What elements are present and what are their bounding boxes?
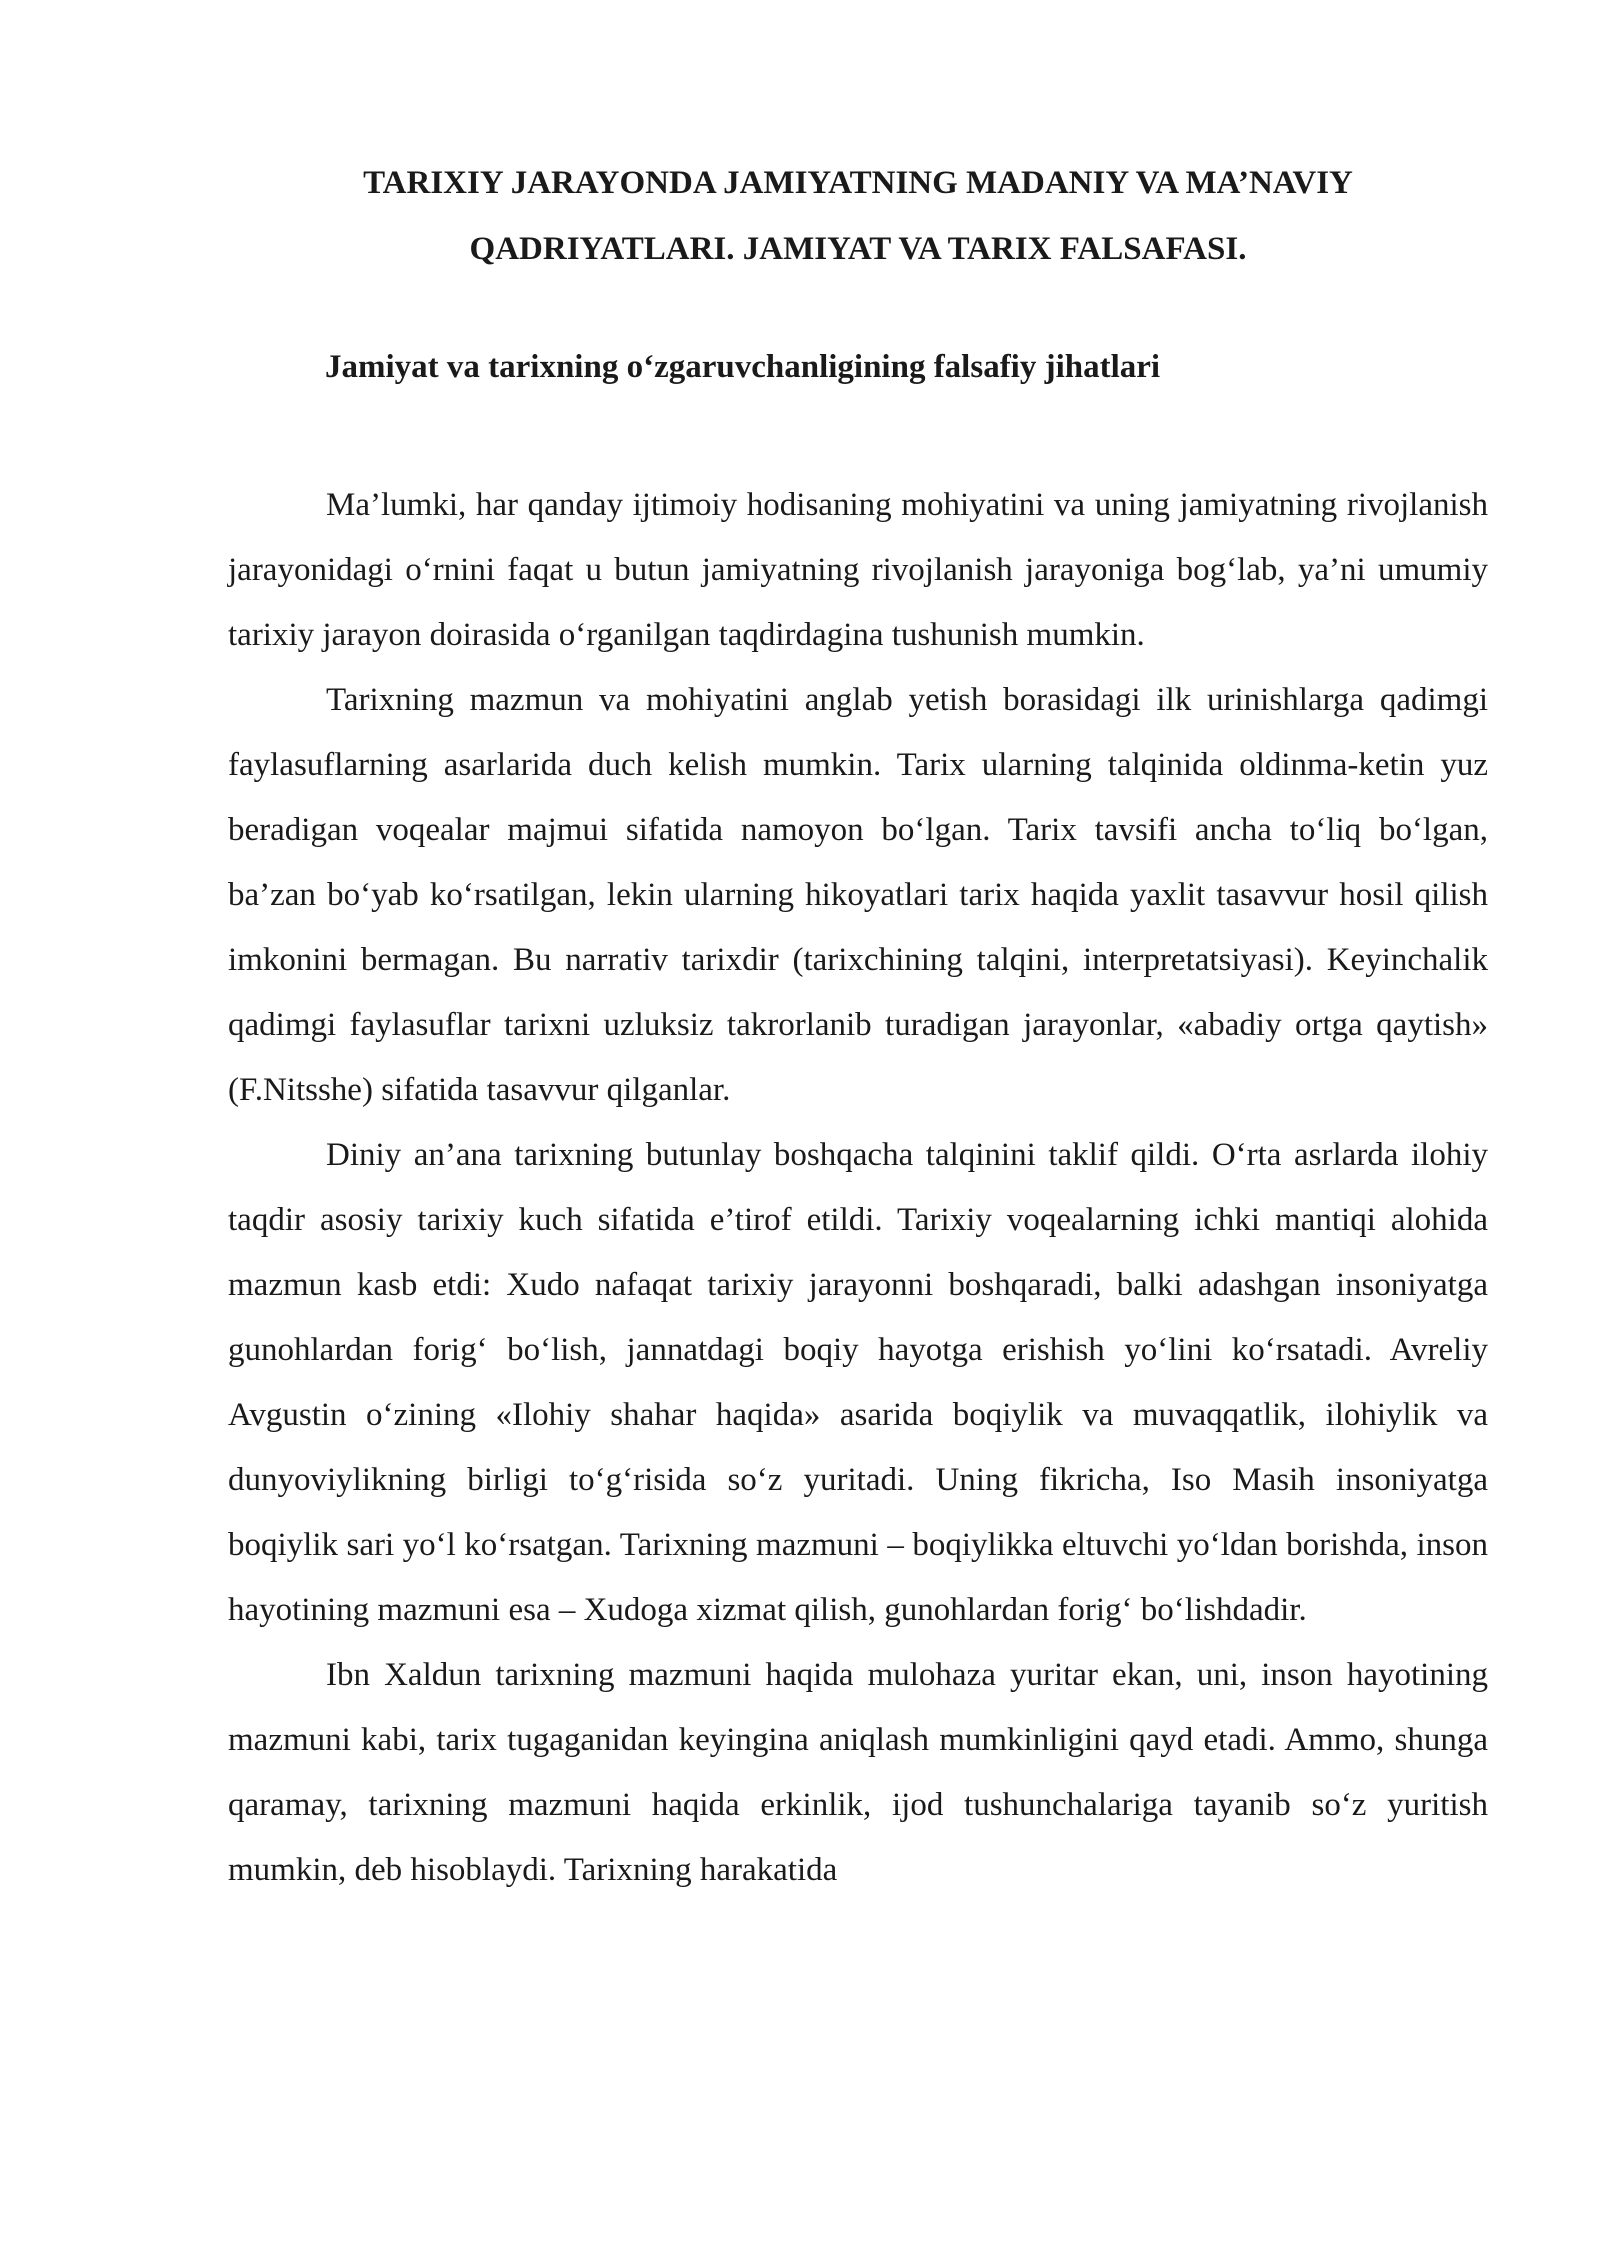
paragraph: Ma’lumki, har qanday ijtimoiy hodisaning mohiyatini va uning jamiyatning rivojlanish jarayonidagi o‘rnini faqat u butun jamiyatning rivojlanish jarayoniga bog‘lab, ya’ni umumiy tarixiy jarayon doirasida o‘rganilgan taqdirdagina tushunish mumkin. <box>228 487 1488 653</box>
paragraph: Ibn Xaldun tarixning mazmuni haqida mulohaza yuritar ekan, uni, inson hayotining mazmuni kabi, tarix tugaganidan keyingina aniqlash mumkinligini qayd etadi. Ammo, shunga qaramay, tarixning mazmuni haqida erkinlik, ijod tushunchalariga tayanib so‘z yuritish mumkin, deb hisoblaydi. Tarixning harakatida <box>228 1657 1488 1888</box>
paragraph: Diniy an’ana tarixning butunlay boshqacha talqinini taklif qildi. O‘rta asrlarda ilohiy taqdir asosiy tarixiy kuch sifatida e’tirof etildi. Tarixiy voqealarning ichki mantiqi alohida mazmun kasb etdi: Xudo nafaqat tarixiy jarayonni boshqaradi, balki adashgan insoniyatga gunohlardan forig‘ bo‘lish, jannatdagi boqiy hayotga erishish yo‘lini ko‘rsatadi. Avreliy Avgustin o‘zining «Ilohiy shahar haqida» asarida boqiylik va muvaqqatlik, ilohiylik va dunyoviylikning birligi to‘g‘risida so‘z yuritadi. Uning fikricha, Iso Masih insoniyatga boqiylik sari yo‘l ko‘rsatgan. Tarixning mazmuni – boqiylikka eltuvchi yo‘ldan borishda, inson hayotining mazmuni esa – Xudoga xizmat qilish, gunohlardan forig‘ bo‘lishdadir. <box>228 1137 1488 1628</box>
body-text <box>228 473 1488 1903</box>
document-title: TARIXIY JARAYONDA JAMIYATNING MADANIY VA MA’NAVIY QADRIYATLARI. JAMIYAT VA TARIX FALSAFASI. <box>363 165 1353 267</box>
section-subtitle: Jamiyat va tarixning o‘zgaruvchanligining falsafiy jihatlari <box>325 349 1161 385</box>
paragraph: Tarixning mazmun va mohiyatini anglab yetish borasidagi ilk urinishlarga qadimgi faylasuflarning asarlarida duch kelish mumkin. Tarix ularning talqinida oldinma-ketin yuz beradigan voqealar majmui sifatida namoyon bo‘lgan. Tarix tavsifi ancha to‘liq bo‘lgan, ba’zan bo‘yab ko‘rsatilgan, lekin ularning hikoyatlari tarix haqida yaxlit tasavvur hosil qilish imkonini bermagan. Bu narrativ tarixdir (tarixchining talqini, interpretatsiyasi). Keyinchalik qadimgi faylasuflar tarixni uzluksiz takrorlanib turadigan jarayonlar, «abadiy ortga qaytish» (F.Nitsshe) sifatida tasavvur qilganlar. <box>228 682 1488 1108</box>
